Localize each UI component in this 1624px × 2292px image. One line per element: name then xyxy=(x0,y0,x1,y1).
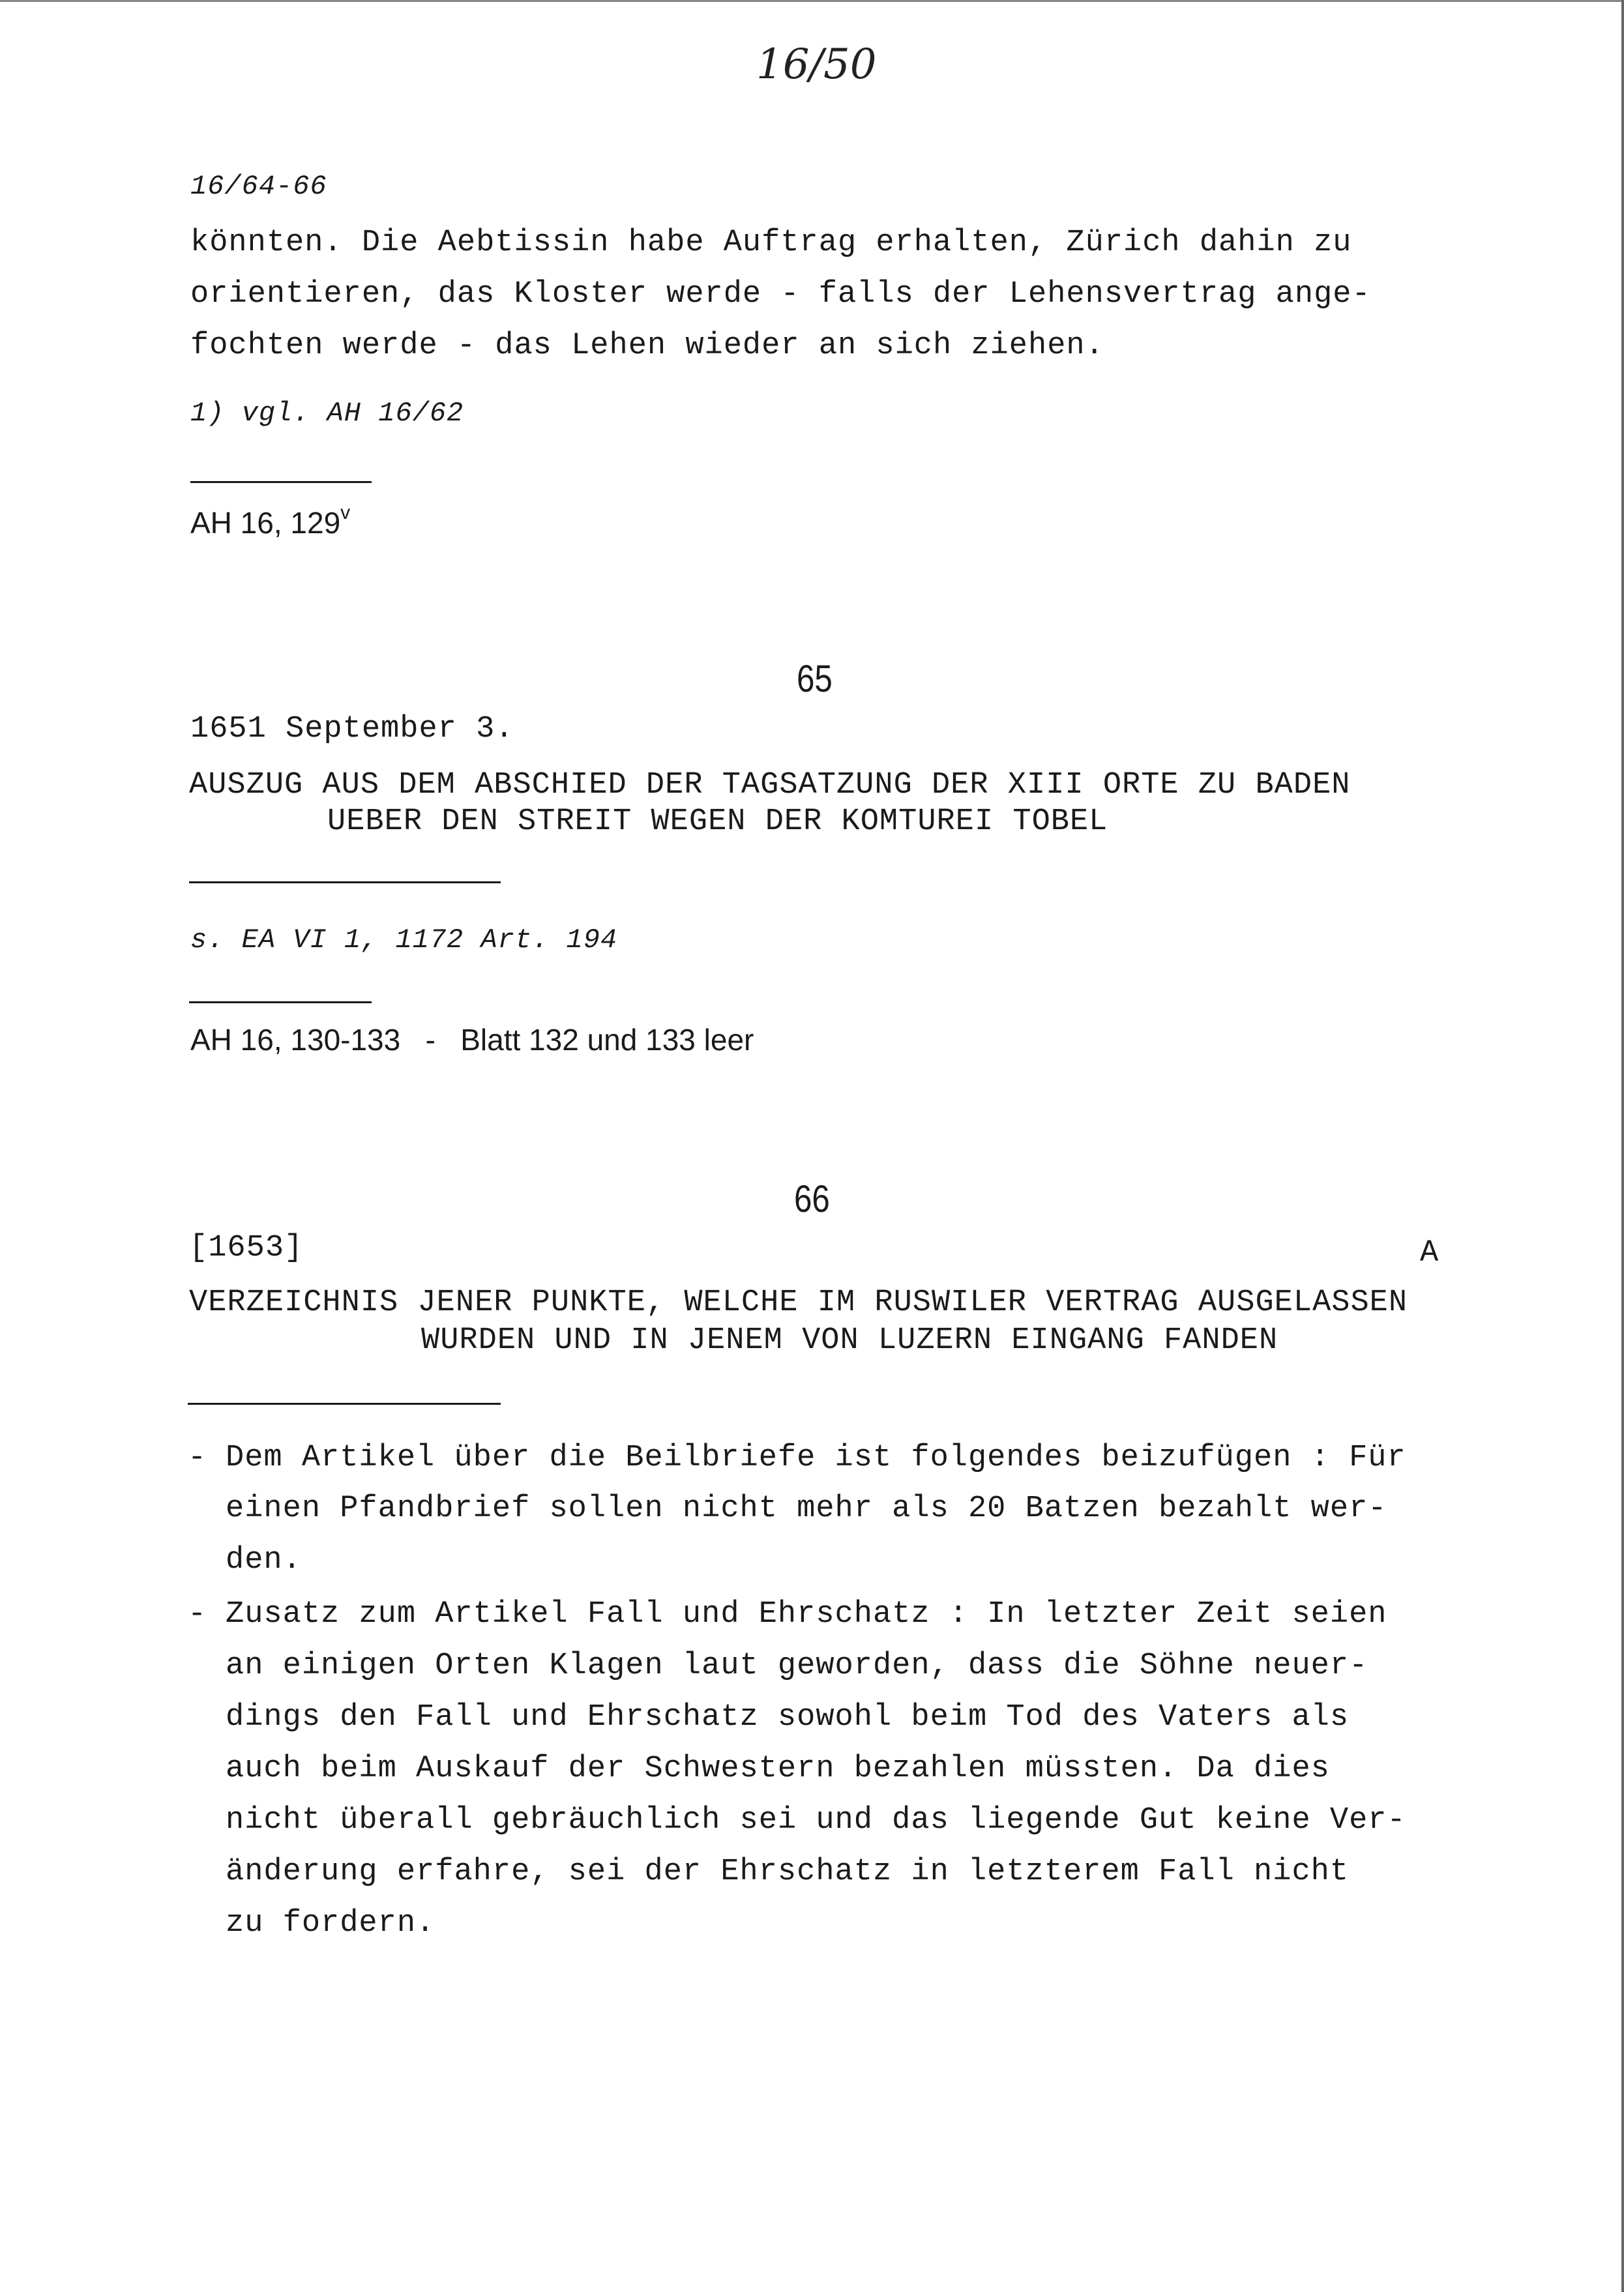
list-item-line: Zusatz zum Artikel Fall und Ehrschatz : In letzter Zeit seien xyxy=(226,1597,1387,1632)
intro-line: fochten werde - das Lehen wieder an sich ziehen. xyxy=(190,329,1104,363)
page-stamp: 16/50 xyxy=(756,40,877,89)
document-title-line: VERZEICHNIS JENER PUNKTE, WELCHE IM RUSWILER VERTRAG AUSGELASSEN xyxy=(189,1286,1408,1320)
list-item-line: änderung erfahre, sei der Ehrschatz in letzterem Fall nicht xyxy=(226,1855,1350,1889)
document-title-line: AUSZUG AUS DEM ABSCHIED DER TAGSATZUNG DER XIII ORTE ZU BADEN xyxy=(189,768,1351,802)
divider-rule xyxy=(189,881,501,883)
document-title-line: WURDEN UND IN JENEM VON LUZERN EINGANG FANDEN xyxy=(421,1323,1278,1358)
list-bullet: - xyxy=(188,1441,207,1475)
document-date: 1651 September 3. xyxy=(190,712,514,746)
document-number: 65 xyxy=(797,658,833,700)
list-item-line: auch beim Auskauf der Schwestern bezahlen müssten. Da dies xyxy=(226,1752,1330,1786)
list-item-line: an einigen Orten Klagen laut geworden, dass die Söhne neuer- xyxy=(226,1649,1368,1683)
document-date: [1653] xyxy=(189,1231,304,1265)
scan-edge-right xyxy=(1621,0,1624,2292)
list-item-line: dings den Fall und Ehrschatz sowohl beim Tod des Vaters als xyxy=(226,1700,1350,1735)
document-number: 66 xyxy=(794,1178,830,1220)
source-reference xyxy=(190,502,350,540)
list-item-line: den. xyxy=(226,1543,302,1578)
list-item-line: nicht überall gebräuchlich sei und das liegende Gut keine Ver- xyxy=(226,1803,1406,1838)
list-bullet: - xyxy=(188,1597,207,1632)
divider-rule xyxy=(189,1001,372,1003)
divider-rule xyxy=(190,481,372,483)
source-reference-superscript: v xyxy=(340,502,351,523)
divider-rule xyxy=(188,1403,501,1405)
scan-edge-top xyxy=(0,0,1624,2)
source-reference: AH 16, 130-133 - Blatt 132 und 133 leer xyxy=(190,1023,754,1057)
list-item-line: zu fordern. xyxy=(226,1906,436,1941)
list-item-line: einen Pfandbrief sollen nicht mehr als 20 Batzen bezahlt wer- xyxy=(226,1491,1387,1526)
intro-line: orientieren, das Kloster werde - falls der Lehensvertrag ange- xyxy=(190,277,1371,312)
section-reference: 16/64-66 xyxy=(190,171,327,202)
source-reference-text: AH 16, 129 xyxy=(190,506,341,540)
document-variant: A xyxy=(1420,1236,1439,1271)
document-title-line: UEBER DEN STREIT WEGEN DER KOMTUREI TOBEL xyxy=(327,804,1108,839)
list-item-line: Dem Artikel über die Beilbriefe ist folgendes beizufügen : Für xyxy=(226,1441,1406,1475)
footnote: 1) vgl. AH 16/62 xyxy=(190,398,464,429)
intro-line: könnten. Die Aebtissin habe Auftrag erhalten, Zürich dahin zu xyxy=(190,226,1352,260)
edition-reference: s. EA VI 1, 1172 Art. 194 xyxy=(190,924,618,956)
